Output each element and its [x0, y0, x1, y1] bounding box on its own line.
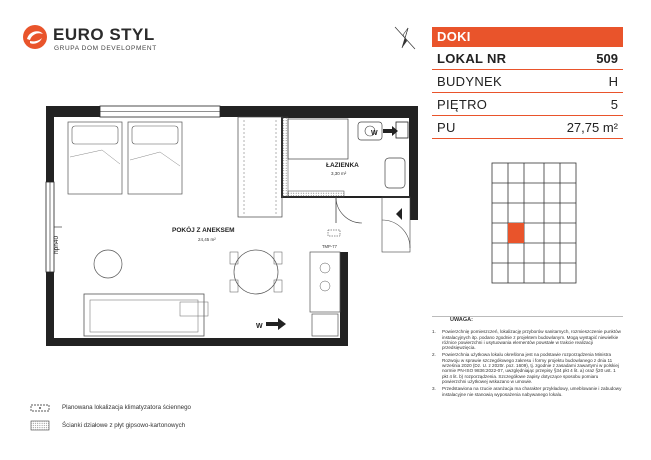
- bathroom: [282, 117, 410, 197]
- entrance-arrow-icon: [396, 208, 402, 220]
- logo: [22, 22, 172, 62]
- legend-text: Planowana lokalizacja klimatyzatora ściennego: [62, 403, 191, 411]
- info-value: 509: [596, 50, 618, 66]
- info-row-usable-area: [432, 116, 623, 139]
- appliance-arrow-icon: [266, 318, 286, 330]
- building-key-plan: [488, 157, 580, 289]
- note-item: [432, 352, 623, 384]
- info-label: PU: [437, 119, 456, 135]
- note-number: 3.: [432, 386, 436, 392]
- note-text: Przedstawiona na rzucie aranżacja ma charakter przykładowy, umeblowanie i zabudowy instalacyjne nie stanowią wyposażenia nabywanego lokalu.: [442, 386, 622, 397]
- exterior-walls: [46, 106, 418, 346]
- kitchen-washer-label: W: [256, 323, 263, 330]
- entry-door: [382, 197, 410, 252]
- north-arrow-icon: [391, 24, 419, 52]
- kitchen: [256, 252, 340, 336]
- brand-tagline: GRUPA DOM DEVELOPMENT: [54, 45, 157, 52]
- bathroom-area: 3,30 m²: [331, 171, 347, 176]
- brand-name: EURO STYL: [53, 25, 155, 44]
- dining-table: [230, 250, 282, 294]
- notes-title: UWAGA:: [450, 317, 473, 323]
- bathroom-washer-label: W: [371, 130, 378, 137]
- notes-panel: [432, 318, 623, 399]
- note-item: [432, 386, 623, 397]
- unit-info-table: [432, 27, 623, 139]
- legend-text: Ścianki działowe z płyt gipsowo-kartonowych: [62, 421, 186, 429]
- beds: [68, 122, 182, 194]
- eurostyl-logo-mark-icon: [22, 24, 48, 50]
- info-row-floor: [432, 93, 623, 116]
- info-label: BUDYNEK: [437, 73, 502, 89]
- info-label: PIĘTRO: [437, 96, 488, 112]
- info-label: LOKAL NR: [437, 50, 507, 66]
- info-value: H: [608, 73, 618, 89]
- note-text: Powierzchnię pomieszczeń, lokalizację przyborów sanitarnych, rozmieszczenie punktów instalacyjnych itp. podano zgodnie z projektem budowlanym. Mogą wystąpić niewielkie różnice powierzchni i usytuowania elementów powstałe w trakcie realizacji przedsięwzięcia.: [442, 329, 621, 351]
- ac-unit-legend-icon: [30, 402, 50, 413]
- highlighted-unit-marker: [508, 223, 524, 243]
- bathroom-name: ŁAZIENKA: [326, 162, 359, 169]
- info-row-unit-number: [432, 47, 623, 70]
- note-number: 1.: [432, 329, 436, 335]
- main-room-name: POKÓJ Z ANEKSEM: [172, 227, 235, 234]
- main-room-area: 24,45 m²: [198, 237, 216, 242]
- note-number: 2.: [432, 352, 436, 358]
- legend: [30, 400, 191, 436]
- note-text: Powierzchnia użytkowa lokalu określona jest na podstawie rozporządzenia Ministra Rozwoju w sprawie szczegółowego zakresu i formy projektu budowlanego z dnia 11 września 2020 (Dz. U. z 2020r. poz. 1609), tj. zgodnie z zasadami zawartymi w polskiej normie PN-ISO 9836:2022-07, uwzględniając przepisy §34 pkt 4 lit. a) oraz §20 ust. 1 pkt 4 lit. b) rozporządzenia. Szczegółowe zapisy dotyczące sposobu pomiaru powierzchni użytkowej wskazano w umowie.: [442, 352, 619, 384]
- floor-plan: [40, 102, 430, 352]
- info-value: 5: [610, 96, 618, 112]
- ac-unit-label: TMP-77: [322, 244, 337, 249]
- note-item: [432, 329, 623, 350]
- wardrobe: [238, 117, 282, 217]
- bathroom-door: [336, 197, 362, 223]
- info-row-building: [432, 70, 623, 93]
- sofa: [84, 294, 208, 336]
- armchair: [94, 250, 122, 278]
- window-height-label: hpn40: [53, 235, 60, 254]
- legend-item-drywall: [30, 418, 191, 432]
- ac-unit-symbol-icon: [328, 230, 340, 236]
- hatched-wall-swatch-icon: [30, 420, 50, 431]
- legend-item-ac: [30, 400, 191, 414]
- info-value: 27,75 m²: [566, 119, 618, 135]
- investment-name: DOKI: [432, 27, 623, 47]
